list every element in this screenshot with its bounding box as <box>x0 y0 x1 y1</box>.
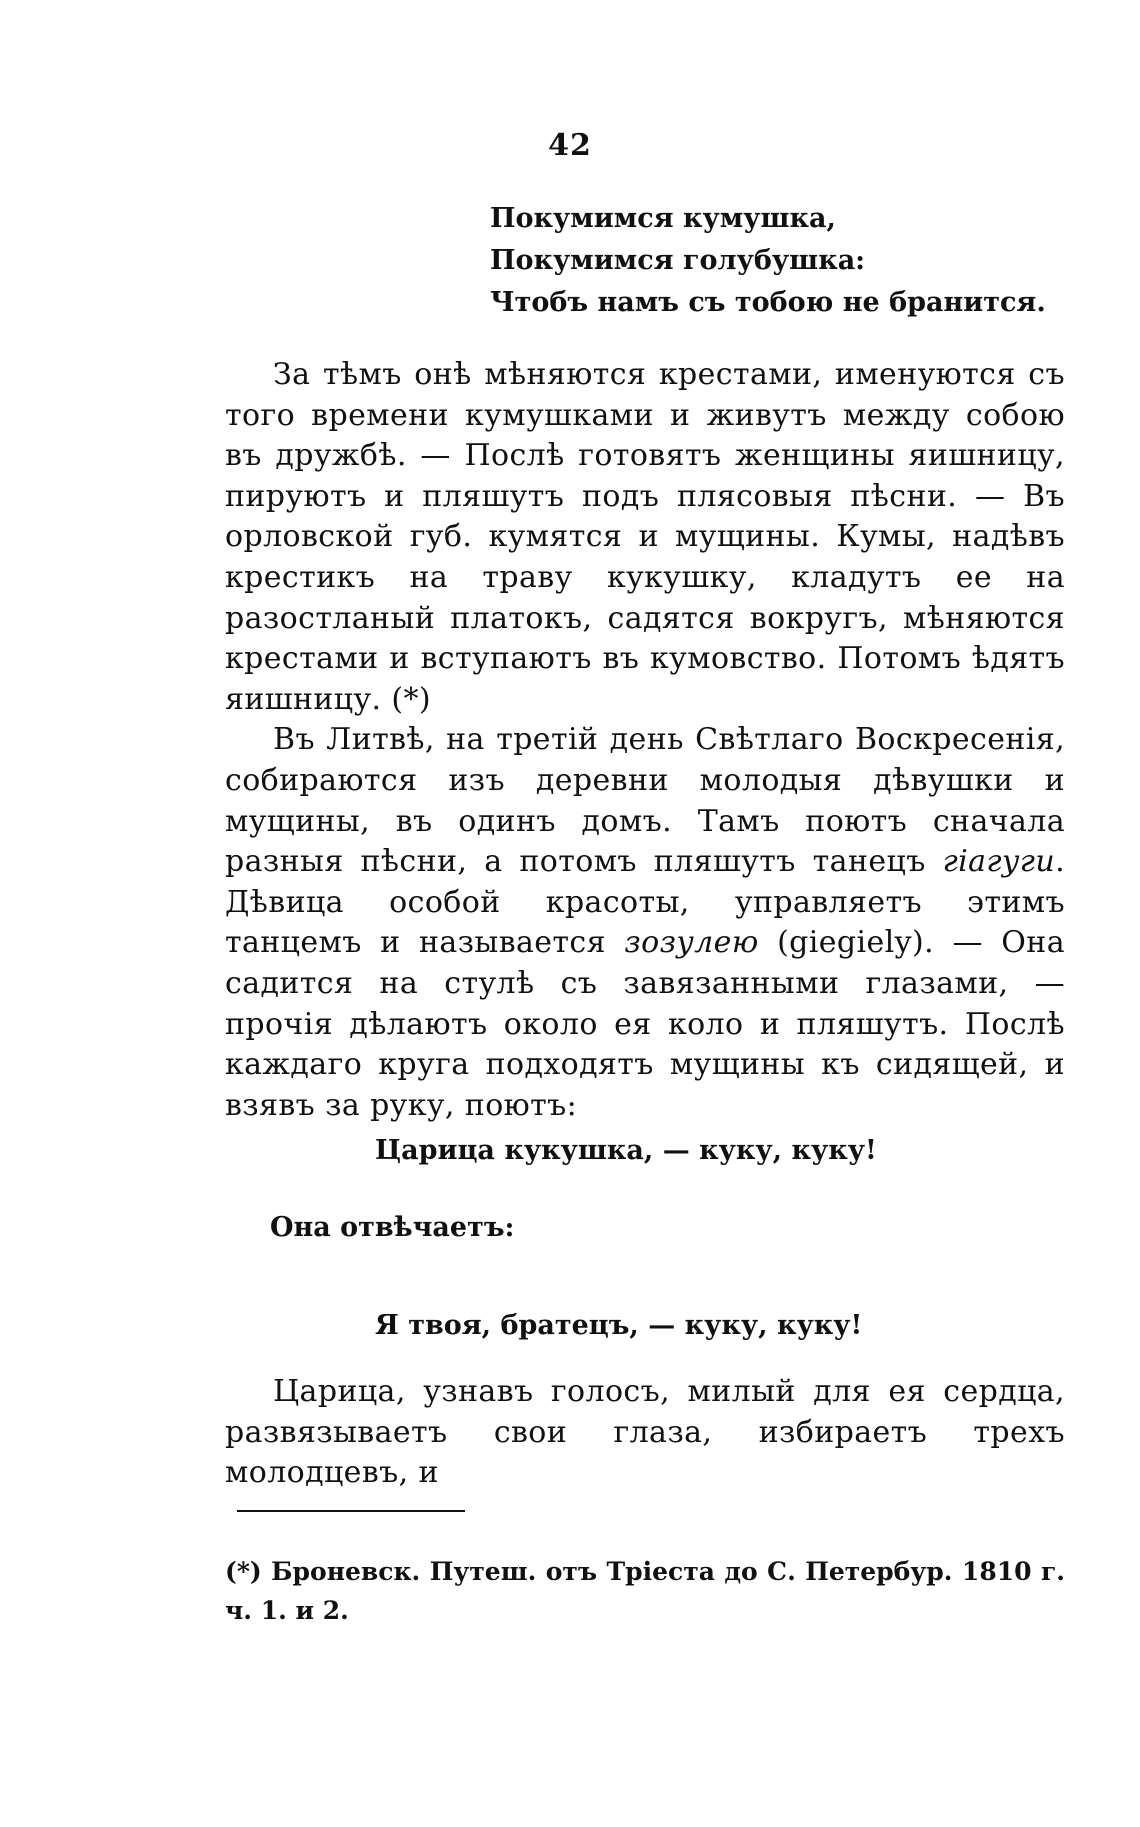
italic-term-dance: гіагуги <box>942 844 1056 880</box>
footnote-divider <box>237 1510 465 1512</box>
footnote-text: (*) Броневск. Путеш. отъ Тріеста до С. Петербур. 1810 г. ч. 1. и 2. <box>225 1557 1065 1625</box>
text-run: Въ Литвѣ, на третій день Свѣтлаго Воскресенія, собираются изъ деревни молодыя дѣвушки и мущины, въ одинъ домъ. Тамъ поютъ сначала разныя пѣсни, а потомъ пляшутъ танецъ <box>225 722 1065 880</box>
body-text <box>225 355 1065 1126</box>
verse-line: Покумимся кумушка, <box>490 203 836 234</box>
text-run: . Дѣвица особой красоты, управляетъ этимъ танцемъ и называется <box>225 844 1065 961</box>
paragraph-lithuania <box>225 720 1065 1126</box>
paragraph-closing: Царица, узнавъ голосъ, милый для ея сердца, развязываетъ свои глаза, избираетъ трехъ молодцевъ, и <box>225 1374 1065 1491</box>
text-run: (giegiely). — Она садится на стулѣ съ завязанными глазами, — прочія дѣлаютъ около ея коло и пляшутъ. Послѣ каждаго круга подходятъ мущины къ сидящей, и взявъ за руку, поютъ: <box>225 925 1065 1123</box>
verse-line: Покумимся голубушка: <box>490 245 866 276</box>
paragraph-customs: За тѣмъ онѣ мѣняются крестами, именуются съ того времени кумушками и живутъ между собою въ дружбѣ. — Послѣ готовятъ женщины яишницу, пируютъ и пляшутъ подъ плясовыя пѣсни. — Въ орловской губ. кумятся и мущины. Кумы, надѣвъ крестикъ на траву кукушку, кладутъ ее на разостланый платокъ, садятся вокругъ, мѣняются крестами и вступаютъ въ кумовство. Потомъ ѣдятъ яишницу. (*) <box>225 357 1065 717</box>
verse-block <box>490 198 1046 324</box>
verse-line: Чтобъ намъ съ тобою не бранится. <box>490 287 1046 318</box>
footnote <box>225 1552 1065 1630</box>
chant-line-queen: Я твоя, братецъ, — куку, куку! <box>375 1310 863 1341</box>
chant-line-men: Царица кукушка, — куку, куку! <box>375 1135 877 1166</box>
page-number: 42 <box>548 128 592 163</box>
reply-label: Она отвѣчаетъ: <box>270 1212 515 1243</box>
closing-text <box>225 1372 1065 1494</box>
italic-term-cuckoo: зозулею <box>624 925 759 961</box>
